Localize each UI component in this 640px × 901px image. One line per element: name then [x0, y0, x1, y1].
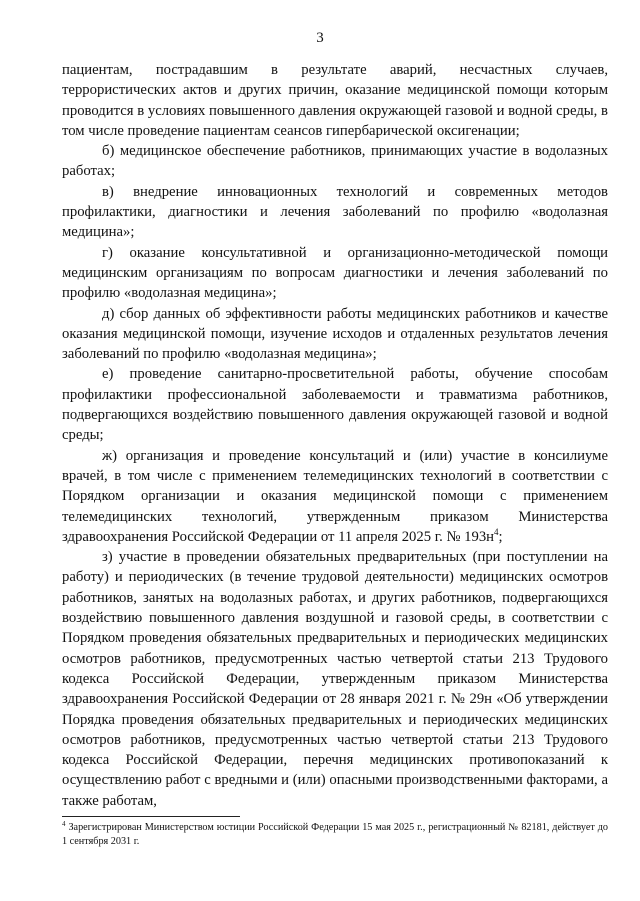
footnote-divider [62, 816, 240, 817]
paragraph-item-zh-text: ж) организация и проведение консультаций и (или) участие в консилиуме врачей, в том числе с применением телемедицинских технологий в соответствии с Порядком организации и оказания медицинской помощи с применением телемедицинских технологий, утвержденным приказом Министерства здравоохранения Российской Федерации от 11 апреля 2025 г. № 193н [62, 447, 608, 545]
paragraph-item-z: з) участие в проведении обязательных предварительных (при поступлении на работу) и периодических (в течение трудовой деятельности) медицинских осмотров работников, занятых на водолазных работах, и других работников, подвергающихся воздействию повышенного давления воздушной и газовой среды, в соответствии с Порядком проведения обязательных предварительных и периодических медицинских осмотров работников, предусмотренных частью четвертой статьи 213 Трудового кодекса Российской Федерации, утвержденным приказом Министерства здравоохранения Российской Федерации от 28 января 2021 г. № 29н «Об утверждении Порядка проведения обязательных предварительных и периодических медицинских осмотров работников, предусмотренных частью четвертой статьи 213 Трудового кодекса Российской Федерации, перечня медицинских противопоказаний к осуществлению работ с вредными и (или) опасными производственными факторами, а также работам, [62, 549, 608, 809]
paragraph-continuation: пациентам, пострадавшим в результате аварий, несчастных случаев, террористических актов и других причин, оказание медицинской помощи которым проводится в условиях повышенного давления окружающей газовой и водной среды, в том числе проведение пациентам сеансов гипербарической оксигенации; [62, 62, 608, 139]
document-body [62, 60, 608, 811]
paragraph-item-g: г) оказание консультативной и организационно-методической помощи медицинским организациям по вопросам диагностики и лечения заболеваний по профилю «водолазная медицина»; [62, 244, 608, 302]
footnote-mark: 4 [62, 820, 66, 828]
paragraph-item-e: е) проведение санитарно-просветительной работы, обучение способам профилактики профессиональной заболеваемости и травматизма работников, подвергающихся воздействию повышенного давления окружающей газовой и водной среды; [62, 366, 608, 444]
paragraph-item-b: б) медицинское обеспечение работников, принимающих участие в водолазных работах; [62, 143, 608, 180]
footnote-text: Зарегистрирован Министерством юстиции Российской Федерации 15 мая 2025 г., регистрационный № 82181, действует до 1 сентября 2031 г. [62, 822, 609, 847]
page-number: 3 [316, 30, 324, 46]
footnote-reference[interactable]: 4 [494, 526, 499, 537]
footnote [62, 821, 608, 849]
paragraph-item-zh-tail: ; [498, 528, 503, 545]
paragraph-item-zh [62, 446, 608, 547]
paragraph-item-d: д) сбор данных об эффективности работы медицинских работников и качестве оказания медицинской помощи, изучение исходов и отдаленных результатов лечения заболеваний по профилю «водолазная медицина»; [62, 305, 608, 363]
paragraph-item-v: в) внедрение инновационных технологий и современных методов профилактики, диагностики и лечения заболеваний по профилю «водолазная медицина»; [62, 183, 608, 241]
